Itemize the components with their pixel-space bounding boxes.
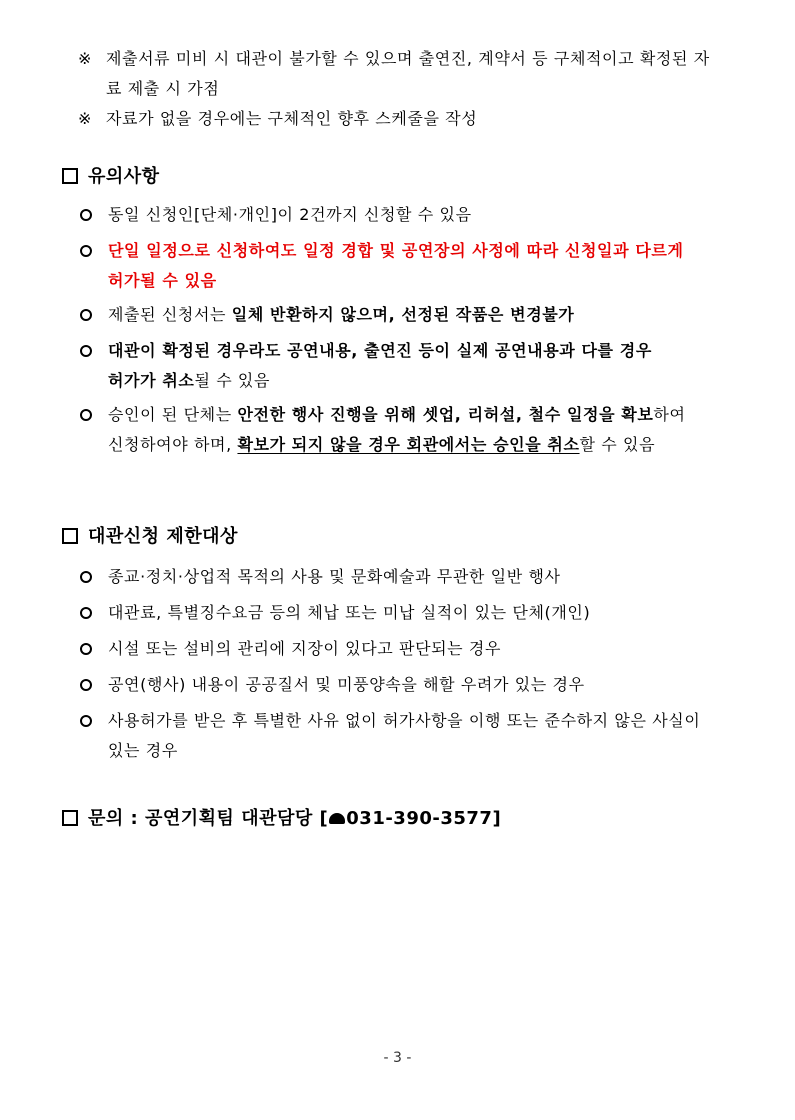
checkbox-square-icon bbox=[62, 168, 78, 184]
circle-bullet-icon bbox=[80, 643, 92, 655]
caution-item: 승인이 된 단체는 안전한 행사 진행을 위해 셋업, 리허설, 철수 일정을 확보하여 신청하여야 하며, 확보가 되지 않을 경우 회관에서는 승인을 취소할 수 있음 bbox=[80, 400, 705, 460]
note-text: 제출서류 미비 시 대관이 불가할 수 있으며 출연진, 계약서 등 구체적이고 확정된 자료 제출 시 가점 bbox=[106, 49, 710, 98]
reference-mark: ※ bbox=[78, 109, 92, 128]
caution-item: 대관이 확정된 경우라도 공연내용, 출연진 등이 실제 공연내용과 다를 경우 허가가 취소될 수 있음 bbox=[80, 336, 705, 396]
section-title-contact: 문의 : 공연기획팀 대관담당 [ 031-390-3577] bbox=[62, 806, 501, 832]
circle-bullet-icon bbox=[80, 245, 92, 257]
circle-bullet-icon bbox=[80, 607, 92, 619]
caution-item: 제출된 신청서는 일체 반환하지 않으며, 선정된 작품은 변경불가 bbox=[80, 300, 705, 330]
circle-bullet-icon bbox=[80, 209, 92, 221]
reference-mark: ※ bbox=[78, 49, 92, 68]
phone-icon bbox=[329, 813, 345, 824]
note-submission bbox=[78, 44, 718, 104]
restriction-item: 종교·정치·상업적 목적의 사용 및 문화예술과 무관한 일반 행사 bbox=[80, 562, 705, 592]
checkbox-square-icon bbox=[62, 810, 78, 826]
page-number: - 3 - bbox=[383, 1050, 412, 1066]
restriction-item: 공연(행사) 내용이 공공질서 및 미풍양속을 해할 우려가 있는 경우 bbox=[80, 670, 705, 700]
checkbox-square-icon bbox=[62, 528, 78, 544]
section-title-restrictions: 대관신청 제한대상 bbox=[62, 524, 238, 550]
restriction-item: 사용허가를 받은 후 특별한 사유 없이 허가사항을 이행 또는 준수하지 않은 사실이 있는 경우 bbox=[80, 706, 705, 766]
circle-bullet-icon bbox=[80, 679, 92, 691]
note-text: 자료가 없을 경우에는 구체적인 향후 스케줄을 작성 bbox=[106, 109, 478, 128]
contact-phone: 031-390-3577 bbox=[346, 808, 493, 829]
note-schedule bbox=[78, 104, 718, 134]
caution-item: 단일 일정으로 신청하여도 일정 경합 및 공연장의 사정에 따라 신청일과 다르게 허가될 수 있음 bbox=[80, 236, 705, 296]
caution-item: 동일 신청인[단체·개인]이 2건까지 신청할 수 있음 bbox=[80, 200, 705, 230]
circle-bullet-icon bbox=[80, 345, 92, 357]
circle-bullet-icon bbox=[80, 715, 92, 727]
restriction-item: 시설 또는 설비의 관리에 지장이 있다고 판단되는 경우 bbox=[80, 634, 705, 664]
circle-bullet-icon bbox=[80, 409, 92, 421]
circle-bullet-icon bbox=[80, 309, 92, 321]
section-title-cautions: 유의사항 bbox=[62, 164, 160, 190]
restriction-item: 대관료, 특별징수요금 등의 체납 또는 미납 실적이 있는 단체(개인) bbox=[80, 598, 705, 628]
circle-bullet-icon bbox=[80, 571, 92, 583]
